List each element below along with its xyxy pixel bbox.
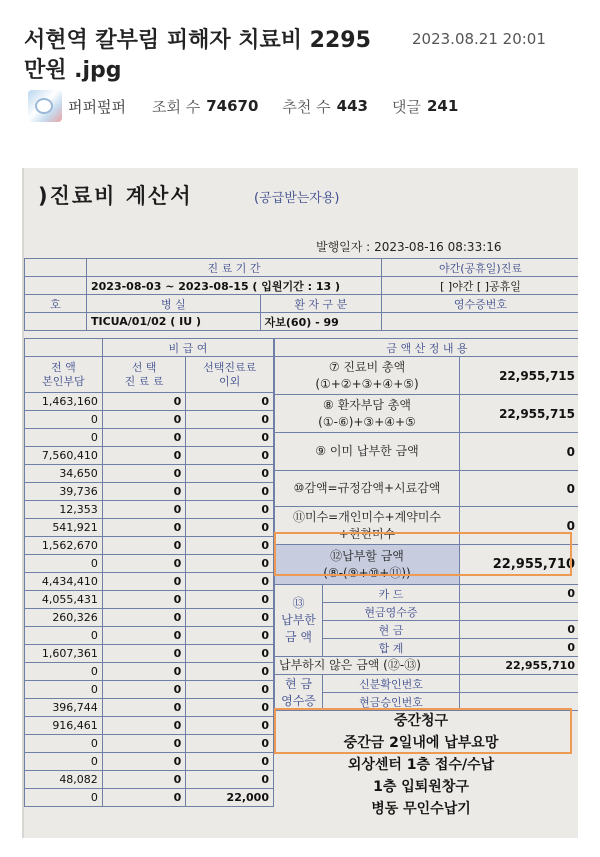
paid-line1: 납부한 xyxy=(281,613,316,627)
amount-row xyxy=(25,753,274,771)
amount-row xyxy=(25,447,274,465)
notice-line1: 중간청구 xyxy=(393,713,449,729)
sum-value: 0 xyxy=(460,639,579,657)
selective-fee-cell: 0 xyxy=(102,591,186,609)
other-fee-cell: 0 xyxy=(186,393,274,411)
other-fee-cell: 0 xyxy=(186,753,274,771)
other-fee-cell: 0 xyxy=(186,681,274,699)
selective-fee-cell: 0 xyxy=(102,627,186,645)
other-fee-cell: 0 xyxy=(186,735,274,753)
nonpay-label: 비 급 여 xyxy=(102,339,273,357)
receipt-photo xyxy=(22,168,578,838)
issue-label: 발행일자 : xyxy=(316,240,371,254)
calc-paid-value: 0 xyxy=(460,433,579,471)
full-amount-cell: 1,562,670 xyxy=(25,537,103,555)
col-sel-header xyxy=(102,357,186,393)
other-fee-cell: 0 xyxy=(186,609,274,627)
receipt-title: )진료비 계산서 xyxy=(38,184,193,208)
amount-row xyxy=(25,609,274,627)
full-amount-cell: 34,650 xyxy=(25,465,103,483)
receipt-subtitle: (공급받는자용) xyxy=(254,191,340,206)
views-count: 74670 xyxy=(206,97,259,115)
other-fee-cell: 0 xyxy=(186,501,274,519)
col-sel-line2: 진 료 료 xyxy=(124,374,164,388)
other-fee-cell: 0 xyxy=(186,411,274,429)
calc-due-line2: (⑧-(⑨+⑩+⑪)) xyxy=(323,565,411,580)
other-fee-cell: 0 xyxy=(186,465,274,483)
other-fee-cell: 0 xyxy=(186,627,274,645)
calc-due-line1: ⑫납부할 금액 xyxy=(330,548,404,563)
full-amount-cell: 396,744 xyxy=(25,699,103,717)
amount-row xyxy=(25,681,274,699)
post-meta xyxy=(28,90,482,122)
sum-label: 합 계 xyxy=(323,639,460,657)
amounts-table xyxy=(24,338,274,807)
selective-fee-cell: 0 xyxy=(102,753,186,771)
calc-patient-line2: (①-⑥)+③+④+⑤ xyxy=(318,414,416,429)
calc-patient-line1: ⑧ 환자부담 총액 xyxy=(323,397,411,412)
patient-type-value: 자보(60) - 99 xyxy=(260,313,381,331)
selective-fee-cell: 0 xyxy=(102,429,186,447)
amount-row xyxy=(25,429,274,447)
other-fee-cell: 0 xyxy=(186,717,274,735)
notpaid-label: 납부하지 않은 금액 (⑫-⑬) xyxy=(275,657,460,675)
amount-row xyxy=(25,537,274,555)
cashr-line2: 영수증 xyxy=(281,693,316,708)
selective-fee-cell: 0 xyxy=(102,555,186,573)
col-other-line2: 이외 xyxy=(219,374,241,388)
selective-fee-cell: 0 xyxy=(102,465,186,483)
other-fee-cell: 0 xyxy=(186,573,274,591)
calc-total-line1: ⑦ 진료비 총액 xyxy=(328,359,406,374)
other-fee-cell: 0 xyxy=(186,771,274,789)
col-other-header xyxy=(186,357,274,393)
full-amount-cell: 0 xyxy=(25,789,103,807)
calc-patient-label xyxy=(275,395,460,433)
calc-total-value: 22,955,715 xyxy=(460,357,579,395)
selective-fee-cell: 0 xyxy=(102,519,186,537)
info-table xyxy=(24,258,578,331)
notice-line4: 1층 입퇴원창구 xyxy=(373,779,469,795)
other-fee-cell: 0 xyxy=(186,483,274,501)
selective-fee-cell: 0 xyxy=(102,771,186,789)
card-label: 카 드 xyxy=(323,585,460,603)
full-amount-cell: 0 xyxy=(25,753,103,771)
full-amount-cell: 0 xyxy=(25,663,103,681)
col-full-header xyxy=(25,357,103,393)
notice-line3: 외상센터 1층 접수/수납 xyxy=(347,757,495,773)
author-avatar[interactable] xyxy=(28,90,62,122)
col-full-line2: 본인부담 xyxy=(42,374,85,388)
full-amount-cell: 4,434,410 xyxy=(25,573,103,591)
amount-row xyxy=(25,501,274,519)
paid-line2: 금 액 xyxy=(285,630,312,644)
author-name[interactable]: 퍼퍼펖퍼 xyxy=(68,97,126,116)
calc-discount-label: ⑩감액=규정감액+시료감액 xyxy=(275,471,460,507)
cash-label: 현 금 xyxy=(323,621,460,639)
full-amount-cell: 0 xyxy=(25,681,103,699)
full-amount-cell: 4,055,431 xyxy=(25,591,103,609)
full-amount-cell: 1,463,160 xyxy=(25,393,103,411)
approval-label: 현금승인번호 xyxy=(323,693,460,711)
amount-row xyxy=(25,627,274,645)
full-amount-cell: 0 xyxy=(25,627,103,645)
full-amount-cell: 12,353 xyxy=(25,501,103,519)
full-amount-cell: 916,461 xyxy=(25,717,103,735)
amount-row xyxy=(25,591,274,609)
views-label: 조회 수 xyxy=(151,97,201,116)
calc-table xyxy=(274,338,578,711)
comments-label[interactable]: 댓글 xyxy=(391,97,421,116)
calc-total-label xyxy=(275,357,460,395)
notice-line2: 중간금 2일내에 납부요망 xyxy=(343,735,499,751)
amount-row xyxy=(25,735,274,753)
amount-row xyxy=(25,465,274,483)
col-sel-line1: 선 택 xyxy=(131,360,157,374)
full-amount-cell: 260,326 xyxy=(25,609,103,627)
amount-row xyxy=(25,519,274,537)
period-label: 진 료 기 간 xyxy=(87,259,382,277)
selective-fee-cell: 0 xyxy=(102,393,186,411)
other-fee-cell: 0 xyxy=(186,699,274,717)
paid-no: ⑬ xyxy=(292,596,305,610)
selective-fee-cell: 0 xyxy=(102,501,186,519)
selective-fee-cell: 0 xyxy=(102,645,186,663)
calc-patient-value: 22,955,715 xyxy=(460,395,579,433)
paid-amount-block xyxy=(275,585,323,657)
other-fee-cell: 0 xyxy=(186,519,274,537)
cash-receipt-block xyxy=(275,675,323,711)
cashr-line1: 현 금 xyxy=(285,676,312,691)
selective-fee-cell: 0 xyxy=(102,681,186,699)
other-fee-cell: 0 xyxy=(186,663,274,681)
amount-row xyxy=(25,645,274,663)
night-value: [ ]야간 [ ]공휴일 xyxy=(382,277,579,295)
other-fee-cell: 0 xyxy=(186,537,274,555)
period-value: 2023-08-03 ~ 2023-08-15 ( 입원기간 : 13 ) xyxy=(87,277,382,295)
amount-row xyxy=(25,771,274,789)
amount-row xyxy=(25,789,274,807)
notice-line5: 병동 무인수납기 xyxy=(371,801,471,817)
payment-notice xyxy=(270,710,572,820)
post-datetime: 2023.08.21 20:01 xyxy=(412,30,546,48)
selective-fee-cell: 0 xyxy=(102,699,186,717)
selective-fee-cell: 0 xyxy=(102,663,186,681)
other-fee-cell: 0 xyxy=(186,447,274,465)
full-amount-cell: 1,607,361 xyxy=(25,645,103,663)
post-title: 서현역 칼부림 피해자 치료비 2295만원 .jpg xyxy=(24,28,371,83)
full-amount-cell: 39,736 xyxy=(25,483,103,501)
calc-paid-label: ⑨ 이미 납부한 금액 xyxy=(275,433,460,471)
calc-unpaid-line1: ⑪미수=개인미수+계약미수 xyxy=(292,509,442,524)
selective-fee-cell: 0 xyxy=(102,735,186,753)
calc-discount-value: 0 xyxy=(460,471,579,507)
issue-date: 2023-08-16 08:33:16 xyxy=(374,240,502,254)
ho-label: 호 xyxy=(25,295,87,313)
selective-fee-cell: 0 xyxy=(102,447,186,465)
other-fee-cell: 0 xyxy=(186,555,274,573)
calc-due-value: 22,955,710 xyxy=(460,545,579,585)
ward-label: 병 실 xyxy=(87,295,261,313)
calc-unpaid-value: 0 xyxy=(460,507,579,545)
amount-row xyxy=(25,573,274,591)
other-fee-cell: 0 xyxy=(186,645,274,663)
col-other-line1: 선택진료료 xyxy=(203,360,257,374)
notpaid-value: 22,955,710 xyxy=(460,657,579,675)
ward-value: TICUA/01/02 ( IU ) xyxy=(87,313,261,331)
amount-row xyxy=(25,699,274,717)
selective-fee-cell: 0 xyxy=(102,717,186,735)
patient-type-label: 환 자 구 분 xyxy=(260,295,381,313)
full-amount-cell: 541,921 xyxy=(25,519,103,537)
card-value: 0 xyxy=(460,585,579,603)
full-amount-cell: 0 xyxy=(25,555,103,573)
full-amount-cell: 0 xyxy=(25,429,103,447)
calc-total-line2: (①+②+③+④+⑤) xyxy=(315,376,419,391)
amount-row xyxy=(25,483,274,501)
receipt-no-label: 영수증번호 xyxy=(382,295,579,313)
due-highlight-box xyxy=(274,532,572,576)
likes-label: 추천 수 xyxy=(282,97,331,116)
amount-row xyxy=(25,663,274,681)
calc-label: 금 액 산 정 내 용 xyxy=(275,339,579,357)
other-fee-cell: 0 xyxy=(186,591,274,609)
col-full-line1: 전 액 xyxy=(51,360,76,374)
issue-date-line xyxy=(316,238,502,255)
calc-unpaid-line2: +현현미수 xyxy=(338,526,396,541)
selective-fee-cell: 0 xyxy=(102,411,186,429)
cash-receipt-label: 현금영수증 xyxy=(323,603,460,621)
full-amount-cell: 0 xyxy=(25,411,103,429)
comments-count[interactable]: 241 xyxy=(426,97,459,115)
amount-row xyxy=(25,393,274,411)
night-label: 야간(공휴일)진료 xyxy=(382,259,579,277)
selective-fee-cell: 0 xyxy=(102,537,186,555)
selective-fee-cell: 0 xyxy=(102,483,186,501)
other-fee-cell: 0 xyxy=(186,429,274,447)
likes-count: 443 xyxy=(336,97,368,115)
amount-row xyxy=(25,411,274,429)
selective-fee-cell: 0 xyxy=(102,789,186,807)
amount-row xyxy=(25,717,274,735)
cash-value: 0 xyxy=(460,621,579,639)
amount-row xyxy=(25,555,274,573)
full-amount-cell: 0 xyxy=(25,735,103,753)
full-amount-cell: 7,560,410 xyxy=(25,447,103,465)
selective-fee-cell: 0 xyxy=(102,573,186,591)
amount-rows xyxy=(25,393,274,807)
id-label: 신분확인번호 xyxy=(323,675,460,693)
other-fee-cell: 22,000 xyxy=(186,789,274,807)
selective-fee-cell: 0 xyxy=(102,609,186,627)
full-amount-cell: 48,082 xyxy=(25,771,103,789)
